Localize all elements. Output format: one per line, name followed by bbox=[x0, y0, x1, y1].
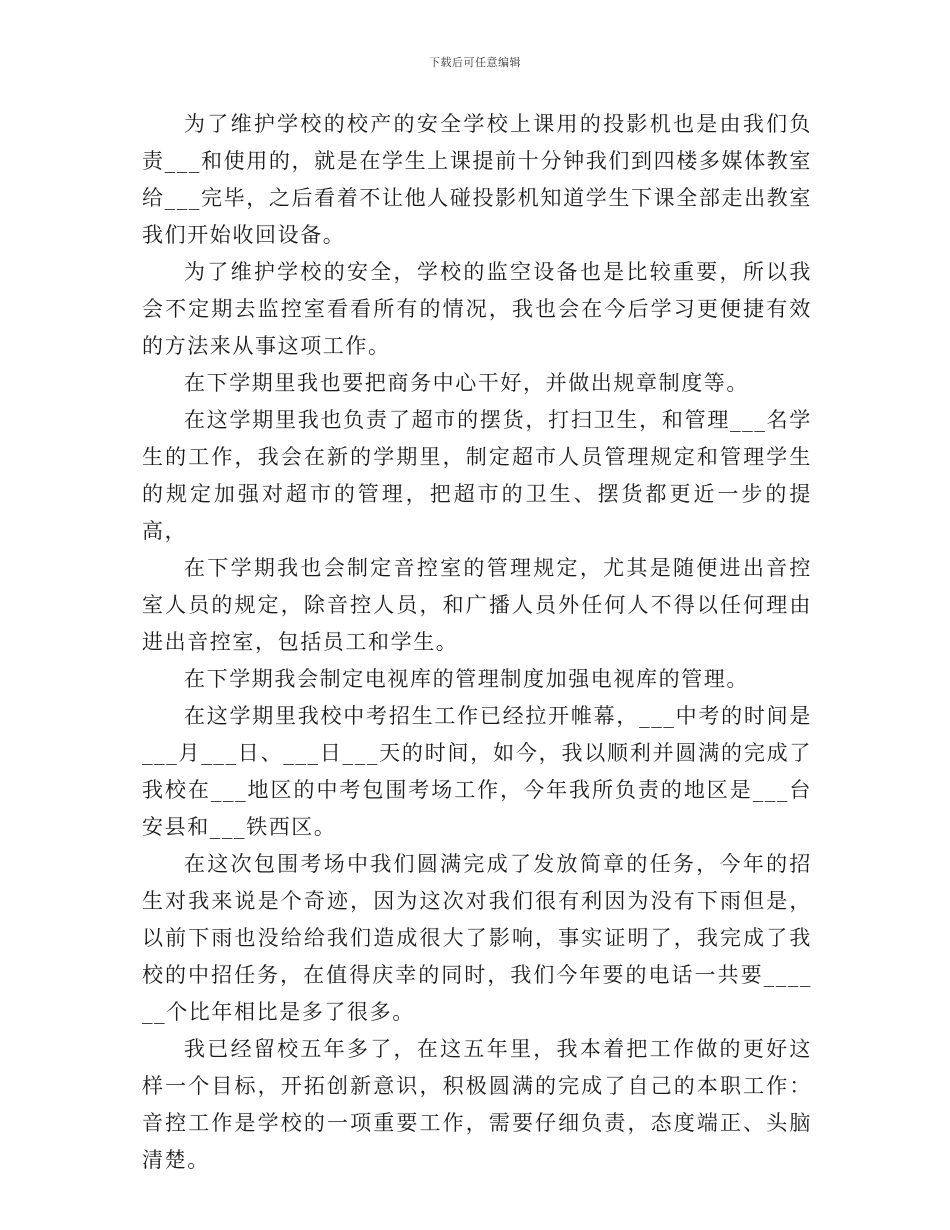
page-header: 下载后可任意编辑 bbox=[429, 56, 521, 69]
paragraph-projector: 为了维护学校的校产的安全学校上课用的投影机也是由我们负责___和使用的，就是在学生上课提前十分钟我们到四楼多媒体教室给___完毕，之后看着不让他人碰投影机知道学生下课全部走出教室我们开始收回设备。 bbox=[142, 112, 812, 247]
paragraph-exam-enrollment: 在这学期里我校中考招生工作已经拉开帷幕，___中考的时间是___月___日、___日___天的时间，如今，我以顺利并圆满的完成了我校在___地区的中考包围考场工作，今年我所负责的地区是___台安县和___铁西区。 bbox=[142, 704, 812, 839]
paragraph-supermarket: 在这学期里我也负责了超市的摆货，打扫卫生，和管理___名学生的工作，我会在新的学期里，制定超市人员管理规定和管理学生的规定加强对超市的管理，把超市的卫生、摆货都更近一步的提高， bbox=[142, 408, 812, 543]
paragraph-brochure-task: 在这次包围考场中我们圆满完成了发放简章的任务，今年的招生对我来说是个奇迹，因为这次对我们很有利因为没有下雨但是，以前下雨也没给给我们造成很大了影响，事实证明了，我完成了我校的中招任务，在值得庆幸的同时，我们今年要的电话一共要______个比年相比是多了很多。 bbox=[142, 852, 812, 1024]
paragraph-five-years: 我已经留校五年多了，在这五年里，我本着把工作做的更好这样一个目标，开拓创新意识，积极圆满的完成了自己的本职工作：音控工作是学校的一项重要工作，需要仔细负责，态度端正、头脑清楚。 bbox=[142, 1037, 812, 1172]
paragraph-tv-storage: 在下学期我会制定电视库的管理制度加强电视库的管理。 bbox=[184, 667, 749, 691]
paragraph-sound-control: 在下学期我也会制定音控室的管理规定，尤其是随便进出音控室人员的规定，除音控人员，和广播人员外任何人不得以任何理由进出音控室，包括员工和学生。 bbox=[142, 556, 812, 654]
paragraph-monitoring: 为了维护学校的安全，学校的监空设备也是比较重要，所以我会不定期去监控室看看所有的情况，我也会在今后学习更便捷有效的方法来从事这项工作。 bbox=[142, 260, 812, 358]
document-body bbox=[142, 106, 812, 1179]
paragraph-business-center: 在下学期里我也要把商务中心干好，并做出规章制度等。 bbox=[184, 371, 749, 395]
